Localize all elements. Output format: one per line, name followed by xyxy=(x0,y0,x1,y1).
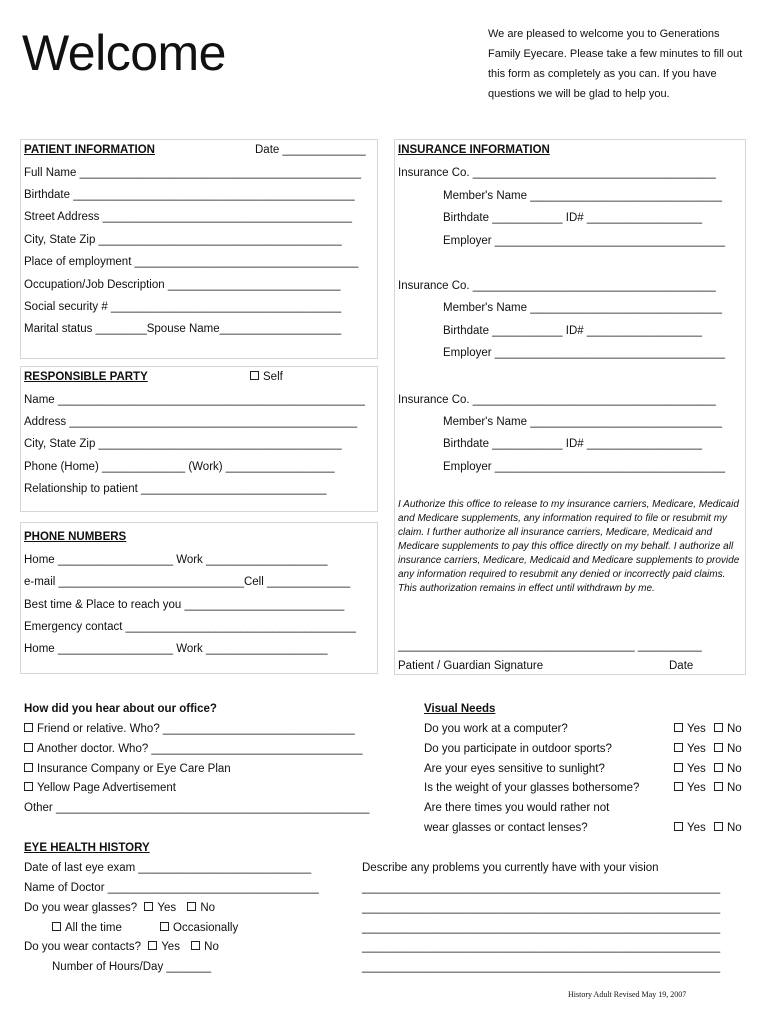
insurance-birth-id-3-field[interactable]: Birthdate ___________ ID# __________________ xyxy=(443,438,702,450)
no-checkbox[interactable] xyxy=(714,763,723,772)
patient-employment-field[interactable]: Place of employment ___________________________________ xyxy=(24,256,359,268)
insurance-co-2-field[interactable]: Insurance Co. ______________________________________ xyxy=(398,280,716,292)
yes-checkbox[interactable] xyxy=(674,763,683,772)
patient-street-field[interactable]: Street Address _______________________________________ xyxy=(24,211,353,223)
visual-no-weight[interactable]: No xyxy=(714,782,742,794)
vision-problems-line-4[interactable]: ________________________________________________________ xyxy=(362,941,721,953)
occasionally-checkbox[interactable] xyxy=(160,922,169,931)
referral-option-insurance[interactable]: Insurance Company or Eye Care Plan xyxy=(24,763,231,775)
revision-footer: History Adult Revised May 19, 2007 xyxy=(568,990,687,999)
vision-problems-label: Describe any problems you currently have with your vision xyxy=(362,862,659,874)
patient-full-name-field[interactable]: Full Name ____________________________________________ xyxy=(24,167,362,179)
insurance-birth-id-2-field[interactable]: Birthdate ___________ ID# __________________ xyxy=(443,325,702,337)
eye-last-exam-field[interactable]: Date of last eye exam ___________________________ xyxy=(24,862,312,874)
phone-numbers-heading: PHONE NUMBERS xyxy=(24,531,127,543)
yellow-page-checkbox[interactable] xyxy=(24,782,33,791)
yes-checkbox[interactable] xyxy=(674,822,683,831)
referral-option-yellow-page[interactable]: Yellow Page Advertisement xyxy=(24,782,176,794)
visual-needs-heading: Visual Needs xyxy=(424,703,496,715)
yes-checkbox[interactable] xyxy=(144,902,153,911)
visual-yes-sports[interactable]: Yes xyxy=(674,743,706,755)
no-checkbox[interactable] xyxy=(714,822,723,831)
insurance-birth-id-1-field[interactable]: Birthdate ___________ ID# __________________ xyxy=(443,212,702,224)
visual-question-rather-not-2: wear glasses or contact lenses? xyxy=(424,822,588,834)
glasses-all-time-option[interactable]: All the time xyxy=(52,922,122,934)
referral-question: How did you hear about our office? xyxy=(24,703,217,715)
authorization-statement: I Authorize this office to release to my insurance carriers, Medicare, Medicaid and Medicare supplements, any information required to file or resubmit my claim. I further authorize all insurance carriers, Medicare, Medicaid and Medicare supplements to pay this office directly on my behalf. I authorize all insurance carriers, Medicare, Medicaid and Medicare supplements to provide any information required to resubmit any denied or incorrectly paid claims. This authorization remains in effect until withdrawn by me. xyxy=(398,499,740,594)
yes-checkbox[interactable] xyxy=(674,723,683,732)
patient-ssn-field[interactable]: Social security # ____________________________________ xyxy=(24,301,342,313)
phone-best-time-field[interactable]: Best time & Place to reach you _________________________ xyxy=(24,599,345,611)
all-time-checkbox[interactable] xyxy=(52,922,61,931)
visual-no-computer[interactable]: No xyxy=(714,723,742,735)
patient-city-field[interactable]: City, State Zip ______________________________________ xyxy=(24,234,342,246)
signature-field[interactable]: _____________________________________ __________ xyxy=(398,640,702,652)
yes-checkbox[interactable] xyxy=(148,941,157,950)
patient-occupation-field[interactable]: Occupation/Job Description ___________________________ xyxy=(24,279,341,291)
visual-question-weight: Is the weight of your glasses bothersome? xyxy=(424,782,640,794)
visual-no-sports[interactable]: No xyxy=(714,743,742,755)
no-checkbox[interactable] xyxy=(187,902,196,911)
referral-option-doctor[interactable]: Another doctor. Who? _________________________________ xyxy=(24,743,363,755)
insurance-heading: INSURANCE INFORMATION xyxy=(398,144,550,156)
glasses-yes-option[interactable]: Yes xyxy=(144,902,176,914)
self-checkbox[interactable] xyxy=(250,371,259,380)
insurance-employer-1-field[interactable]: Employer ____________________________________ xyxy=(443,235,726,247)
visual-yes-rather-not[interactable]: Yes xyxy=(674,822,706,834)
visual-question-computer: Do you work at a computer? xyxy=(424,723,568,735)
eye-glasses-question: Do you wear glasses? Yes No xyxy=(24,902,216,914)
yes-checkbox[interactable] xyxy=(674,782,683,791)
page-title: Welcome xyxy=(22,25,226,81)
insurance-co-3-field[interactable]: Insurance Co. ______________________________________ xyxy=(398,394,716,406)
doctor-checkbox[interactable] xyxy=(24,743,33,752)
insurance-member-1-field[interactable]: Member's Name ______________________________ xyxy=(443,190,723,202)
contacts-no-option[interactable]: No xyxy=(191,941,219,953)
phone-email-cell-field[interactable]: e-mail _____________________________Cell _____________ xyxy=(24,576,351,588)
responsible-self-option[interactable]: Self xyxy=(250,371,283,383)
referral-other-field[interactable]: Other _________________________________________________ xyxy=(24,802,370,814)
visual-question-sunlight: Are your eyes sensitive to sunlight? xyxy=(424,763,605,775)
glasses-occasionally-option[interactable]: Occasionally xyxy=(160,922,238,934)
glasses-no-option[interactable]: No xyxy=(187,902,215,914)
responsible-phone-field[interactable]: Phone (Home) _____________ (Work) _________________ xyxy=(24,461,335,473)
insurance-member-3-field[interactable]: Member's Name ______________________________ xyxy=(443,416,723,428)
eye-health-heading: EYE HEALTH HISTORY xyxy=(24,842,150,854)
no-checkbox[interactable] xyxy=(714,723,723,732)
responsible-address-field[interactable]: Address _____________________________________________ xyxy=(24,416,358,428)
eye-contacts-question: Do you wear contacts? Yes No xyxy=(24,941,219,953)
visual-yes-weight[interactable]: Yes xyxy=(674,782,706,794)
visual-yes-sunlight[interactable]: Yes xyxy=(674,763,706,775)
patient-birthdate-field[interactable]: Birthdate ____________________________________________ xyxy=(24,189,355,201)
vision-problems-line-2[interactable]: ________________________________________________________ xyxy=(362,902,721,914)
insurance-checkbox[interactable] xyxy=(24,763,33,772)
phone-emergency-field[interactable]: Emergency contact ____________________________________ xyxy=(24,621,356,633)
responsible-relationship-field[interactable]: Relationship to patient _____________________________ xyxy=(24,483,327,495)
visual-yes-computer[interactable]: Yes xyxy=(674,723,706,735)
responsible-city-field[interactable]: City, State Zip ______________________________________ xyxy=(24,438,342,450)
responsible-party-heading: RESPONSIBLE PARTY xyxy=(24,371,148,383)
contacts-hours-field[interactable]: Number of Hours/Day _______ xyxy=(52,961,212,973)
visual-question-sports: Do you participate in outdoor sports? xyxy=(424,743,612,755)
insurance-employer-3-field[interactable]: Employer ____________________________________ xyxy=(443,461,726,473)
no-checkbox[interactable] xyxy=(714,743,723,752)
patient-info-heading: PATIENT INFORMATION xyxy=(24,144,155,156)
vision-problems-line-3[interactable]: ________________________________________________________ xyxy=(362,922,721,934)
referral-option-friend[interactable]: Friend or relative. Who? ______________________________ xyxy=(24,723,355,735)
eye-doctor-field[interactable]: Name of Doctor _________________________________ xyxy=(24,882,319,894)
insurance-co-1-field[interactable]: Insurance Co. ______________________________________ xyxy=(398,167,716,179)
no-checkbox[interactable] xyxy=(714,782,723,791)
no-checkbox[interactable] xyxy=(191,941,200,950)
vision-problems-line-1[interactable]: ________________________________________________________ xyxy=(362,882,721,894)
signature-label: Patient / Guardian Signature xyxy=(398,660,544,672)
patient-marital-field[interactable]: Marital status ________Spouse Name___________________ xyxy=(24,323,342,335)
yes-checkbox[interactable] xyxy=(674,743,683,752)
signature-date-label: Date xyxy=(669,660,694,672)
vision-problems-line-5[interactable]: ________________________________________________________ xyxy=(362,961,721,973)
phone-home-work-field[interactable]: Home __________________ Work ___________________ xyxy=(24,554,328,566)
insurance-member-2-field[interactable]: Member's Name ______________________________ xyxy=(443,302,723,314)
phone-emergency-home-work-field[interactable]: Home __________________ Work ___________________ xyxy=(24,643,328,655)
visual-no-sunlight[interactable]: No xyxy=(714,763,742,775)
insurance-employer-2-field[interactable]: Employer ____________________________________ xyxy=(443,347,726,359)
responsible-name-field[interactable]: Name ________________________________________________ xyxy=(24,394,365,406)
contacts-yes-option[interactable]: Yes xyxy=(148,941,180,953)
welcome-intro: We are pleased to welcome you to Generations Family Eyecare. Please take a few minutes to fill out this form as completely as you can. If you have questions we will be glad to help you. xyxy=(488,28,743,100)
friend-checkbox[interactable] xyxy=(24,723,33,732)
visual-question-rather-not-1: Are there times you would rather not xyxy=(424,802,610,814)
visual-no-rather-not[interactable]: No xyxy=(714,822,742,834)
patient-date-field[interactable]: Date _____________ xyxy=(255,144,366,156)
